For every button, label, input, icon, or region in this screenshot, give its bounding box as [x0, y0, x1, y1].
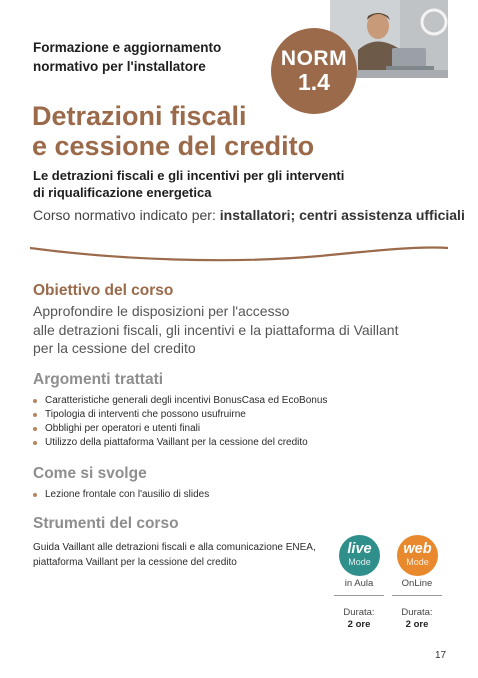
badge-line-1: NORM — [280, 46, 348, 70]
live-mode-name: live — [347, 541, 372, 557]
format-heading: Come si svolge — [33, 465, 147, 482]
list-item: Lezione frontale con l'ausilio di slides — [33, 488, 209, 502]
list-item: Tipologia di interventi che possono usufruirne — [33, 408, 327, 422]
web-mode-icon — [397, 535, 438, 576]
live-mode-icon — [339, 535, 380, 576]
course-title-line-1: Detrazioni fiscali — [32, 101, 247, 131]
web-duration-value: 2 ore — [405, 619, 429, 630]
target-audience — [33, 207, 465, 223]
objective-heading: Obiettivo del corso — [33, 282, 174, 299]
tools-heading: Strumenti del corso — [33, 515, 179, 532]
objective-line-3: per la cessione del credito — [33, 340, 196, 356]
objective-line-1: Approfondire le disposizioni per l'accesso — [33, 303, 290, 319]
web-duration-label: Durata: — [401, 607, 433, 618]
live-duration-value: 2 ore — [347, 619, 371, 630]
tools-line-2: piattaforma Vaillant per la cessione del credito — [33, 557, 237, 568]
live-mode-sub: Mode — [348, 557, 371, 567]
objective-line-2: alle detrazioni fiscali, gli incentivi e la piattaforma di Vaillant — [33, 321, 399, 338]
live-duration — [329, 607, 389, 631]
course-title — [32, 101, 314, 161]
badge-line-2: 1.4 — [298, 68, 330, 95]
wave-divider — [30, 240, 448, 270]
page-number: 17 — [435, 650, 447, 661]
format-list — [33, 488, 209, 502]
tools-line-1: Guida Vaillant alle detrazioni fiscali e alla comunicazione ENEA, — [33, 542, 316, 553]
course-subtitle-line-2: di riqualificazione energetica — [33, 185, 212, 200]
topics-heading: Argomenti trattati — [33, 371, 164, 388]
web-mode-divider — [392, 595, 442, 596]
web-mode-name: web — [403, 541, 432, 557]
topics-list — [33, 394, 327, 450]
kicker-line-2: normativo per l'installatore — [33, 59, 206, 74]
section-kicker — [33, 38, 268, 76]
kicker-line-1: Formazione e aggiornamento — [33, 40, 222, 55]
target-audience-label: Corso normativo indicato per: — [33, 207, 216, 223]
course-title-line-2: e cessione del credito — [32, 131, 315, 161]
live-mode-label: in Aula — [344, 578, 374, 589]
web-duration — [387, 607, 447, 631]
target-audience-value: installatori; centri assistenza ufficiali — [219, 207, 465, 223]
web-mode-sub: Mode — [406, 557, 429, 567]
list-item: Utilizzo della piattaforma Vaillant per la cessione del credito — [33, 436, 327, 450]
live-mode-divider — [334, 595, 384, 596]
live-duration-label: Durata: — [343, 607, 375, 618]
objective-text — [33, 302, 443, 358]
list-item: Caratteristiche generali degli incentivi BonusCasa ed EcoBonus — [33, 394, 327, 408]
list-item: Obblighi per operatori e utenti finali — [33, 422, 327, 436]
course-subtitle — [33, 167, 433, 201]
tools-text — [33, 540, 323, 570]
course-subtitle-line-1: Le detrazioni fiscali e gli incentivi per gli interventi — [33, 168, 345, 183]
web-mode-label: OnLine — [401, 578, 433, 589]
